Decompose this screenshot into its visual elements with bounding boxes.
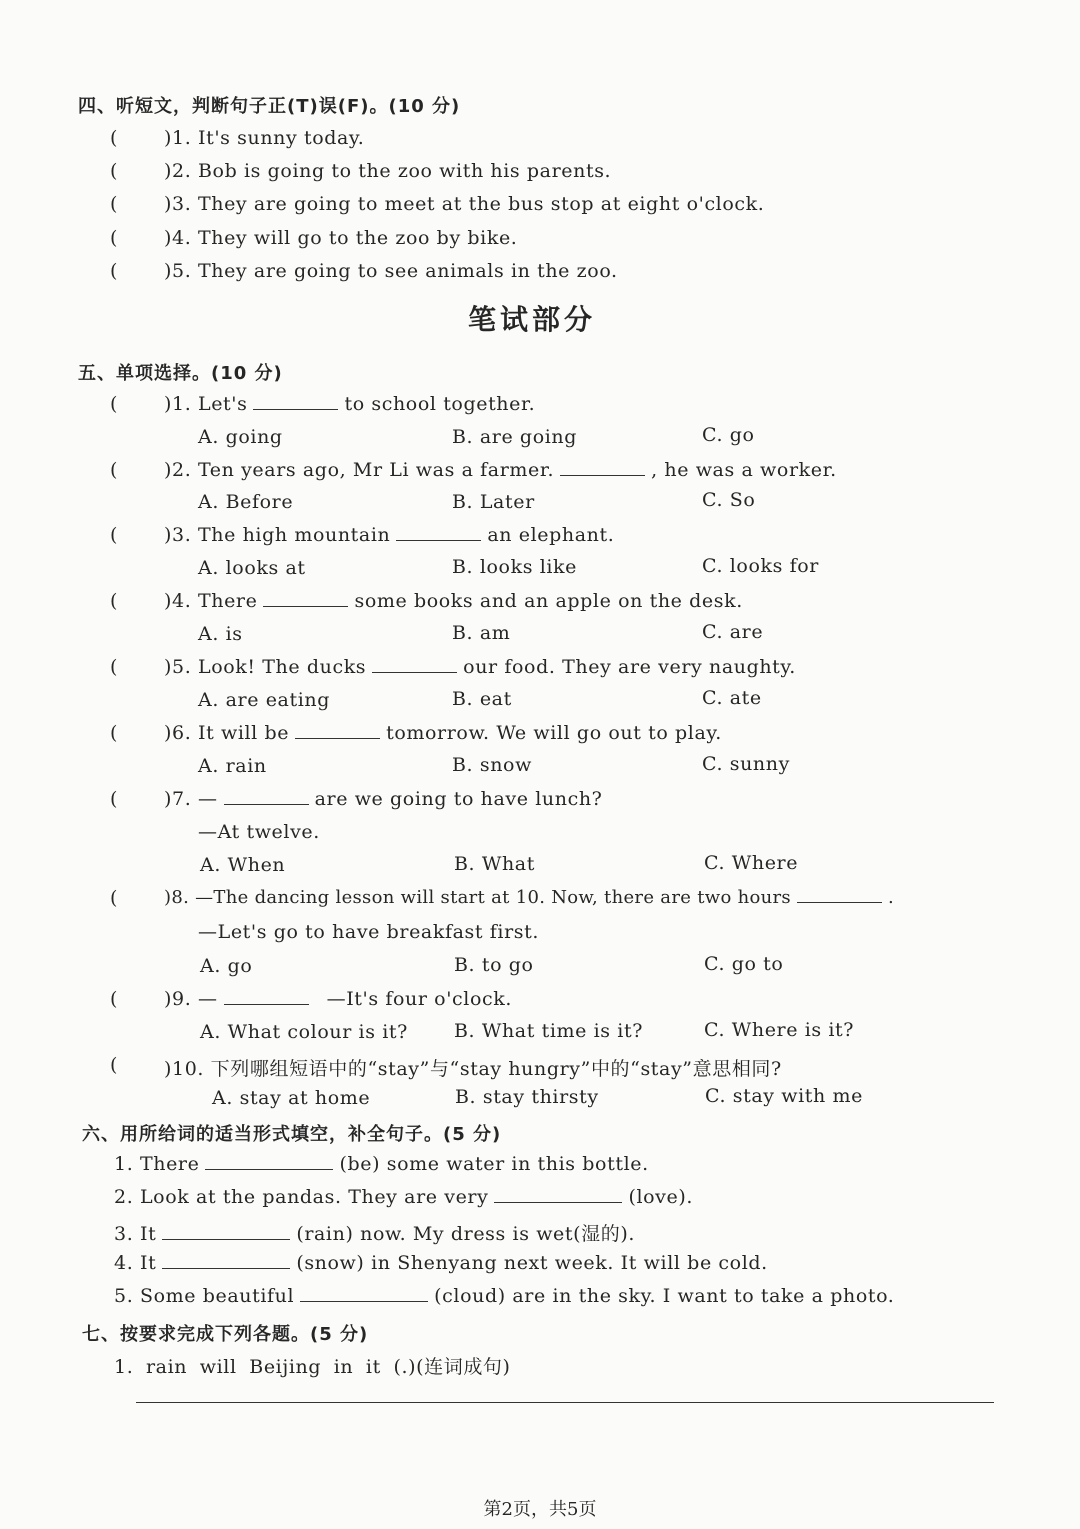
answer-paren: ( bbox=[110, 887, 118, 909]
answer-blank bbox=[372, 656, 457, 673]
answer-blank bbox=[396, 524, 481, 541]
q6-option-b: B. snow bbox=[452, 754, 532, 776]
q3-option-a: A. looks at bbox=[198, 557, 306, 579]
answer-paren: ( bbox=[110, 524, 118, 546]
q10-option-c: C. stay with me bbox=[705, 1085, 863, 1107]
question-6: )6. It will be tomorrow. We will go out to play. bbox=[164, 722, 722, 744]
part4-item-4: )4. They will go to the zoo by bike. bbox=[164, 227, 518, 249]
question-2: )2. Ten years ago, Mr Li was a farmer. , he was a worker. bbox=[164, 459, 837, 481]
answer-blank bbox=[300, 1285, 428, 1302]
q10-option-a: A. stay at home bbox=[212, 1087, 371, 1109]
answer-blank bbox=[797, 886, 882, 903]
answer-paren: ( bbox=[110, 722, 118, 744]
answer-paren: ( bbox=[110, 988, 118, 1010]
q7-option-b: B. What bbox=[454, 853, 535, 875]
answer-blank bbox=[205, 1153, 333, 1170]
answer-paren: ( bbox=[110, 127, 118, 149]
answer-paren: ( bbox=[110, 656, 118, 678]
q8-option-b: B. to go bbox=[454, 954, 534, 976]
q5-option-a: A. are eating bbox=[198, 689, 330, 711]
part7-heading: 七、按要求完成下列各题。(5 分) bbox=[82, 1324, 369, 1345]
answer-paren: ( bbox=[110, 788, 118, 810]
part4-item-2: )2. Bob is going to the zoo with his parents. bbox=[164, 160, 612, 182]
question-9: )9. — —It's four o'clock. bbox=[164, 988, 512, 1010]
answer-paren: ( bbox=[110, 260, 118, 282]
answer-blank bbox=[494, 1186, 622, 1203]
q4-option-b: B. am bbox=[452, 622, 511, 644]
q9-option-b: B. What time is it? bbox=[454, 1020, 643, 1042]
part6-item-1: 1. There (be) some water in this bottle. bbox=[114, 1153, 649, 1175]
answer-blank bbox=[224, 988, 309, 1005]
part6-item-4: 4. It (snow) in Shenyang next week. It will be cold. bbox=[114, 1252, 768, 1274]
question-4: )4. There some books and an apple on the desk. bbox=[164, 590, 743, 612]
q2-option-b: B. Later bbox=[452, 491, 535, 513]
part4-item-5: )5. They are going to see animals in the zoo. bbox=[164, 260, 618, 282]
q2-option-c: C. So bbox=[702, 489, 756, 511]
answer-blank bbox=[263, 590, 348, 607]
q3-option-b: B. looks like bbox=[452, 556, 578, 578]
q8-reply: —Let's go to have breakfast first. bbox=[198, 921, 539, 943]
q2-option-a: A. Before bbox=[198, 491, 294, 513]
q1-option-a: A. going bbox=[198, 426, 283, 448]
q5-option-c: C. ate bbox=[702, 687, 762, 709]
question-5: )5. Look! The ducks our food. They are very naughty. bbox=[164, 656, 796, 678]
answer-blank bbox=[224, 788, 309, 805]
answer-paren: ( bbox=[110, 227, 118, 249]
answer-blank bbox=[560, 459, 645, 476]
part4-item-1: )1. It's sunny today. bbox=[164, 127, 365, 149]
q7-option-a: A. When bbox=[200, 854, 286, 876]
answer-blank bbox=[162, 1223, 290, 1240]
answer-paren: ( bbox=[110, 590, 118, 612]
answer-blank bbox=[162, 1252, 290, 1269]
q3-option-c: C. looks for bbox=[702, 555, 819, 577]
answer-blank bbox=[253, 393, 338, 410]
question-7: )7. — are we going to have lunch? bbox=[164, 788, 603, 810]
q4-option-c: C. are bbox=[702, 621, 764, 643]
part6-item-5: 5. Some beautiful (cloud) are in the sky. I want to take a photo. bbox=[114, 1285, 895, 1307]
answer-paren: ( bbox=[110, 459, 118, 481]
question-8: )8. —The dancing lesson will start at 10. Now, there are two hours . bbox=[164, 887, 895, 908]
question-3: )3. The high mountain an elephant. bbox=[164, 524, 615, 546]
part6-item-3: 3. It (rain) now. My dress is wet(湿的). bbox=[114, 1223, 635, 1245]
q10-option-b: B. stay thirsty bbox=[455, 1086, 599, 1108]
answer-paren: ( bbox=[110, 160, 118, 182]
part7-item-1: 1. rain will Beijing in it (.)(连词成句) bbox=[114, 1356, 511, 1378]
answer-blank bbox=[295, 722, 380, 739]
written-section-title: 笔试部分 bbox=[467, 303, 596, 336]
q8-option-a: A. go bbox=[200, 955, 253, 977]
q6-option-c: C. sunny bbox=[702, 753, 790, 775]
answer-paren: ( bbox=[110, 1054, 118, 1076]
part4-item-3: )3. They are going to meet at the bus stop at eight o'clock. bbox=[164, 193, 765, 215]
answer-paren: ( bbox=[110, 193, 118, 215]
part6-heading: 六、用所给词的适当形式填空，补全句子。(5 分) bbox=[82, 1124, 502, 1145]
q9-option-c: C. Where is it? bbox=[704, 1019, 855, 1041]
part6-item-2: 2. Look at the pandas. They are very (love). bbox=[114, 1186, 693, 1208]
q5-option-b: B. eat bbox=[452, 688, 512, 710]
q9-option-a: A. What colour is it? bbox=[200, 1021, 408, 1043]
q1-option-c: C. go bbox=[702, 424, 755, 446]
q1-option-b: B. are going bbox=[452, 426, 578, 448]
page-footer: 第2页，共5页 bbox=[483, 1499, 597, 1520]
part5-heading: 五、单项选择。(10 分) bbox=[78, 363, 283, 384]
q7-option-c: C. Where bbox=[704, 852, 799, 874]
q6-option-a: A. rain bbox=[198, 755, 267, 777]
answer-line bbox=[136, 1402, 994, 1403]
question-1: )1. Let's to school together. bbox=[164, 393, 536, 415]
part4-heading: 四、听短文，判断句子正(T)误(F)。(10 分) bbox=[78, 96, 461, 117]
question-10: )10. 下列哪组短语中的“stay”与“stay hungry”中的“stay”意思相同? bbox=[164, 1058, 782, 1080]
q8-option-c: C. go to bbox=[704, 953, 784, 975]
answer-paren: ( bbox=[110, 393, 118, 415]
q4-option-a: A. is bbox=[198, 623, 243, 645]
q7-reply: —At twelve. bbox=[198, 821, 320, 843]
